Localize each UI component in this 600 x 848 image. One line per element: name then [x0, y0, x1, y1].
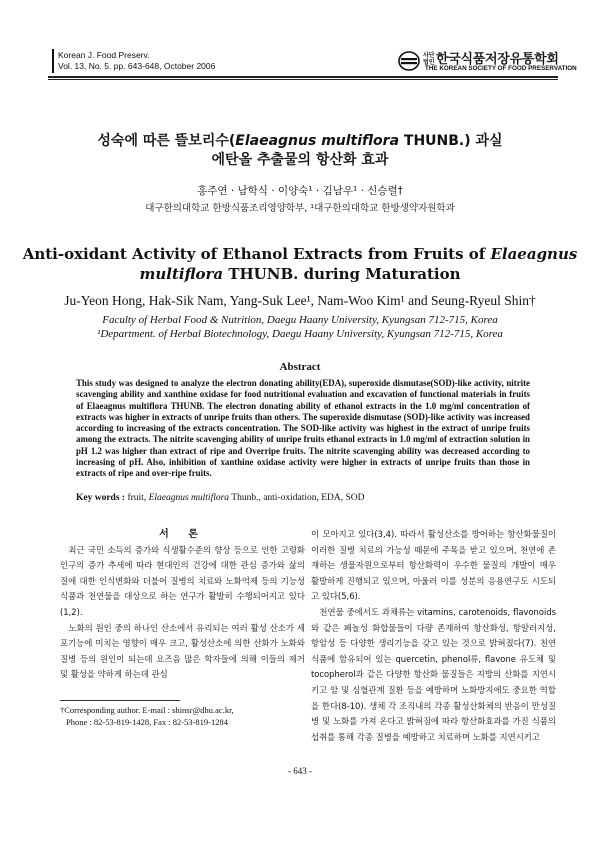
korean-affiliation: 대구한의대학교 한방식품조리영양학부, ¹대구한의대학교 한방생약자원학과: [145, 203, 455, 214]
paragraph: 노화의 원인 중의 하나인 산소에서 유리되는 여러 활성 산소가 세포기능에 미치는 영향이 매우 크고, 활성산소에 의한 산화가 노화와 질병 등의 원인이 되는데 요즈음 많은 학자들에 의해 이들의 제거 및 활성을 약하게 하는데 관심: [60, 622, 305, 680]
english-authors: Ju-Yeon Hong, Hak-Sik Nam, Yang-Suk Lee¹, Nam-Woo Kim¹ and Seung-Ryeul Shin†: [64, 293, 536, 308]
journal-name: Korean J. Food Preserv.: [58, 50, 150, 60]
society-logo-icon: [398, 51, 420, 71]
abstract-text: This study was designed to analyze the electron donating ability(EDA), superoxide dismutase(SOD)-like activity, nitrite scavenging ability and xanthine oxidase for food nutritional evaluation and excavation of functional materials in fruits of Elaeagnus multiflora THUNB. The electron donating ability of ethanol extracts in the 1.0 mg/ml concentration of extracts was higher in extracts of unripe fruits than others. The superoxide dismutase (SOD)-like activity was increased according to increasing of the extracts concentration. The SOD-like activity was highest in the extract of unripe fruits among the extracts. The nitrite scavenging ability of unripe fruits ethanol extracts in 1.0 mg/ml of extraction solution in pH 1.2 was higher than extract of ripe and Overripe fruits. The nitrite scavenging ability was decreased according to increasing of pH. Also, inhibition of xanthine oxidase activity were higher in extracts of unripe fruits than those in extracts of ripe and over-ripe fruits.: [76, 378, 530, 479]
keywords: Key words : fruit, Elaeagnus multiflora Thunb., anti-oxidation, EDA, SOD: [76, 493, 365, 503]
korean-title: 성숙에 따른 뜰보리수(Elaeagnus multiflora THUNB.) 과실 에탄올 추출물의 항산화 효과: [97, 133, 503, 168]
english-affiliation: Faculty of Herbal Food & Nutrition, Daegu Haany University, Kyungsan 712-715, Korea ¹Department. of Herbal Biotechnology, Daegu Haany University, Kyungsan 712-715, Korea: [97, 314, 503, 340]
society-header: [398, 48, 577, 76]
corresponding-author-footnote: †Corresponding author. E-mail : shinsr@dhu.ac.kr, Phone : 82-53-819-1428, Fax : 82-53-819-1284: [60, 705, 234, 727]
journal-volume: Vol. 13, No. 5. pp. 643-648, October 2006: [58, 61, 216, 71]
footnote-rule: [60, 700, 180, 701]
page-number: - 643 -: [288, 766, 312, 776]
header-rule-thin: [48, 79, 558, 80]
body-column-right: [311, 527, 556, 745]
society-name-kr: 한국식품저장유통학회: [436, 52, 559, 67]
header-rule: [48, 76, 558, 78]
english-title: Anti-oxidant Activity of Ethanol Extracts from Fruits of Elaeagnus multiflora THUNB. during Maturation: [22, 245, 578, 283]
paragraph: 최근 국민 소득의 증가와 식생활수준의 향상 등으로 인한 고령화 인구의 증가 추세에 따라 현대인의 건강에 대한 관심 증가와 삶의 질에 대한 인식변화와 더불어 질병의 치료와 노화억제 등의 기능성 식품과 천연물을 대상으로 하는 연구가 활발히 수행되어지고 있다(1,2).: [60, 544, 305, 617]
society-corp-label: 사단 법인: [423, 52, 435, 66]
paragraph: 이 모아지고 있다(3,4). 따라서 활성산소를 방어하는 항산화물질이 이러한 질병 치료의 가능성 때문에 주목을 받고 있으며, 천연에 존재하는 생물자원으로부터 항산화력이 우수한 물질의 개발이 매우 활발하게 진행되고 있으며, 아울러 이를 성분의 응용연구도 시도되고 있다(5,6).: [311, 529, 556, 602]
paragraph: 천연물 중에서도 과채류는 vitamins, carotenoids, flavonoids와 같은 페놀성 화합물들이 다량 존재하여 항산화성, 항알러지성, 항암성 등 다양한 생리기능을 갖고 있는 것으로 밝혀졌다(7). 천연식품에 함유되어 있는 quercetin, phenol류, flavone 유도체 및 tocopherol과 같은 다양한 항산화 물질들은 지방의 산화를 지연시키고 암 및 심혈관계 질환 등을 예방하며 노화방지에도 중요한 역할을 한다(8-10). 생체 각 조직내의 각종 활성산화체의 반응이 만성질병 및 노화를 가져 온다고 밝혀짐에 따라 항산화효과를 가진 식품의 섭취를 통해 각종 질병을 예방하고 치료하며 노화를 지연시키고: [311, 606, 556, 742]
journal-info: [58, 50, 215, 72]
abstract-heading: Abstract: [279, 361, 321, 373]
section-heading-introduction: 서 론: [159, 529, 206, 540]
journal-bar: [52, 49, 54, 73]
body-column-left: [60, 527, 305, 683]
society-name-en: THE KOREAN SOCIETY OF FOOD PRESERVATION: [425, 65, 577, 72]
korean-authors: 홍주연 · 남학식 · 이양숙¹ · 김남우¹ · 신승렬†: [197, 185, 403, 197]
